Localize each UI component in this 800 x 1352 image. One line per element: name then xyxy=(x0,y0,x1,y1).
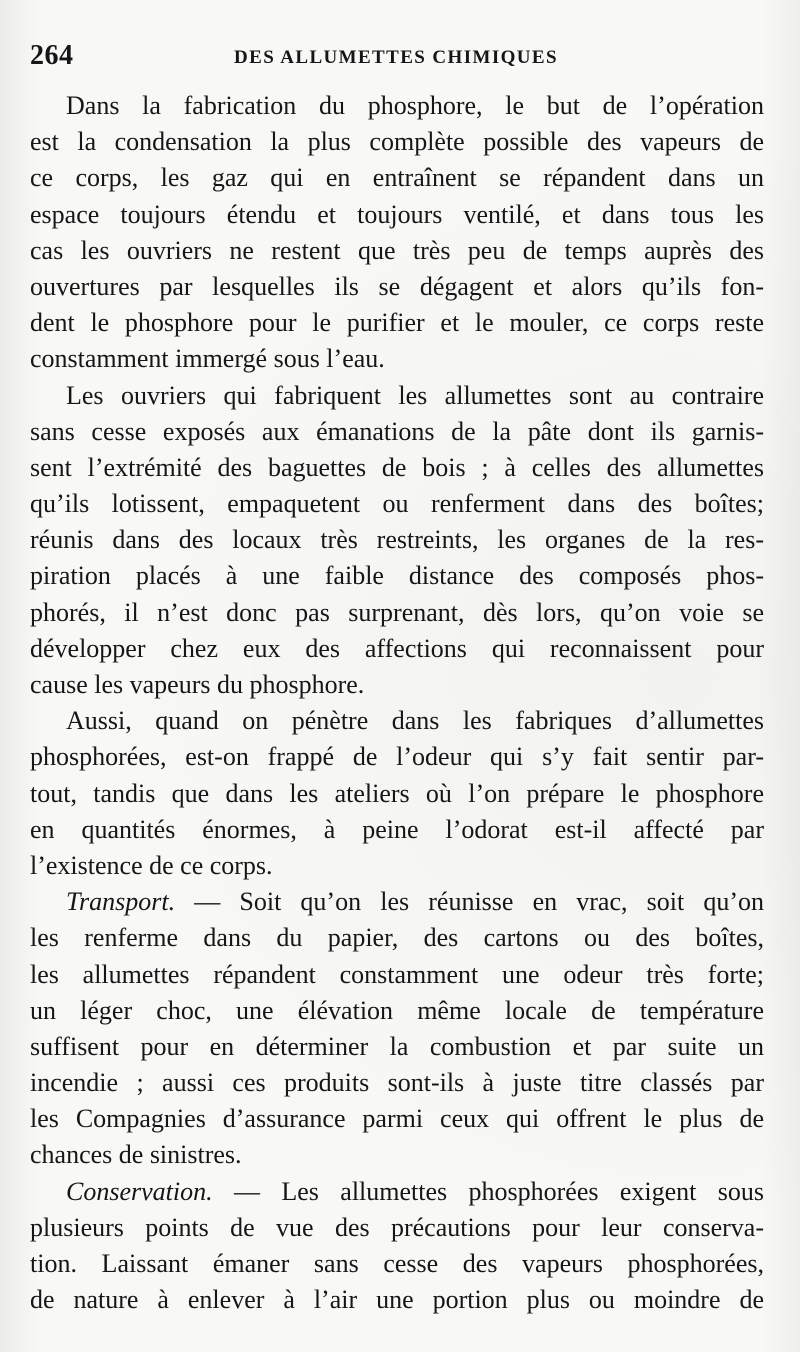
text-line: phosphorées, est-on frappé de l’odeur qui s’y fait sentir par- xyxy=(30,742,764,772)
paragraph-conservation xyxy=(30,1174,764,1319)
paragraph-ouvriers xyxy=(30,378,764,704)
text-line: de nature à enlever à l’air une portion plus ou moindre de xyxy=(30,1285,764,1315)
section-label-conservation: Conservation. xyxy=(66,1176,213,1206)
text-line: les Compagnies d’assurance parmi ceux qui offrent le plus de xyxy=(30,1104,764,1134)
text-line: ce corps, les gaz qui en entraînent se répandent dans un xyxy=(30,163,764,193)
text-line: est la condensation la plus complète possible des vapeurs de xyxy=(30,127,764,157)
text-line: cas les ouvriers ne restent que très peu de temps auprès des xyxy=(30,235,764,265)
page-header xyxy=(30,40,770,80)
text-line: Aussi, quand on pénètre dans les fabriques d’allumettes xyxy=(66,706,764,736)
running-head: DES ALLUMETTES CHIMIQUES xyxy=(234,47,558,68)
text-line: Dans la fabrication du phosphore, le but de l’opération xyxy=(66,91,764,120)
paragraph-transport xyxy=(30,884,764,1174)
text-line: les renferme dans du papier, des cartons ou des boîtes, xyxy=(30,923,764,953)
text-line: sans cesse exposés aux émanations de la pâte dont ils garnis- xyxy=(30,416,764,446)
text-line xyxy=(30,1174,764,1210)
section-label-transport: Transport. xyxy=(66,887,176,917)
text-line: piration placés à une faible distance des composés phos- xyxy=(30,561,764,591)
paragraph-phosphore-fabrication xyxy=(30,88,764,378)
text-line: incendie ; aussi ces produits sont-ils à juste titre classés par xyxy=(30,1068,764,1098)
text-line: tout, tandis que dans les ateliers où l’on prépare le phosphore xyxy=(30,778,764,808)
text-line: l’existence de ce corps. xyxy=(30,850,273,880)
text-line: réunis dans des locaux très restreints, les organes de la res- xyxy=(30,525,764,555)
text-line: tion. Laissant émaner sans cesse des vapeurs phosphorées, xyxy=(30,1249,764,1278)
text-line: dent le phosphore pour le purifier et le mouler, ce corps reste xyxy=(30,308,764,338)
text-line: les allumettes répandent constamment une odeur très forte; xyxy=(30,959,764,989)
text-line: constamment immergé sous l’eau. xyxy=(30,344,385,374)
text-line: ouvertures par lesquelles ils se dégagent et alors qu’ils fon- xyxy=(30,271,764,301)
text-line: un léger choc, une élévation même locale de température xyxy=(30,995,764,1025)
text-line: phorés, il n’est donc pas surprenant, dès lors, qu’on voie se xyxy=(30,597,764,627)
text-fragment: — Soit qu’on les réunisse en vrac, soit qu’on xyxy=(175,887,764,917)
text-line: chances de sinistres. xyxy=(30,1140,242,1170)
text-line xyxy=(30,884,764,920)
text-line: plusieurs points de vue des précautions pour leur conserva- xyxy=(30,1212,764,1242)
text-line: développer chez eux des affections qui reconnaissent pour xyxy=(30,633,764,663)
body-text xyxy=(30,88,764,1318)
text-line: en quantités énormes, à peine l’odorat est-il affecté par xyxy=(30,814,764,844)
text-line: cause les vapeurs du phosphore. xyxy=(30,670,365,699)
text-fragment: — Les allumettes phosphorées exigent sous xyxy=(212,1176,764,1206)
text-line: Les ouvriers qui fabriquent les allumettes sont au contraire xyxy=(66,380,764,410)
text-line: suffisent pour en déterminer la combustion et par suite un xyxy=(30,1031,764,1061)
text-line: espace toujours étendu et toujours ventilé, et dans tous les xyxy=(30,199,764,229)
text-line: qu’ils lotissent, empaquetent ou renferment dans des boîtes; xyxy=(30,489,764,519)
page-number: 264 xyxy=(30,40,74,71)
paragraph-aussi xyxy=(30,703,764,884)
text-line: sent l’extrémité des baguettes de bois ; à celles des allumettes xyxy=(30,452,764,482)
